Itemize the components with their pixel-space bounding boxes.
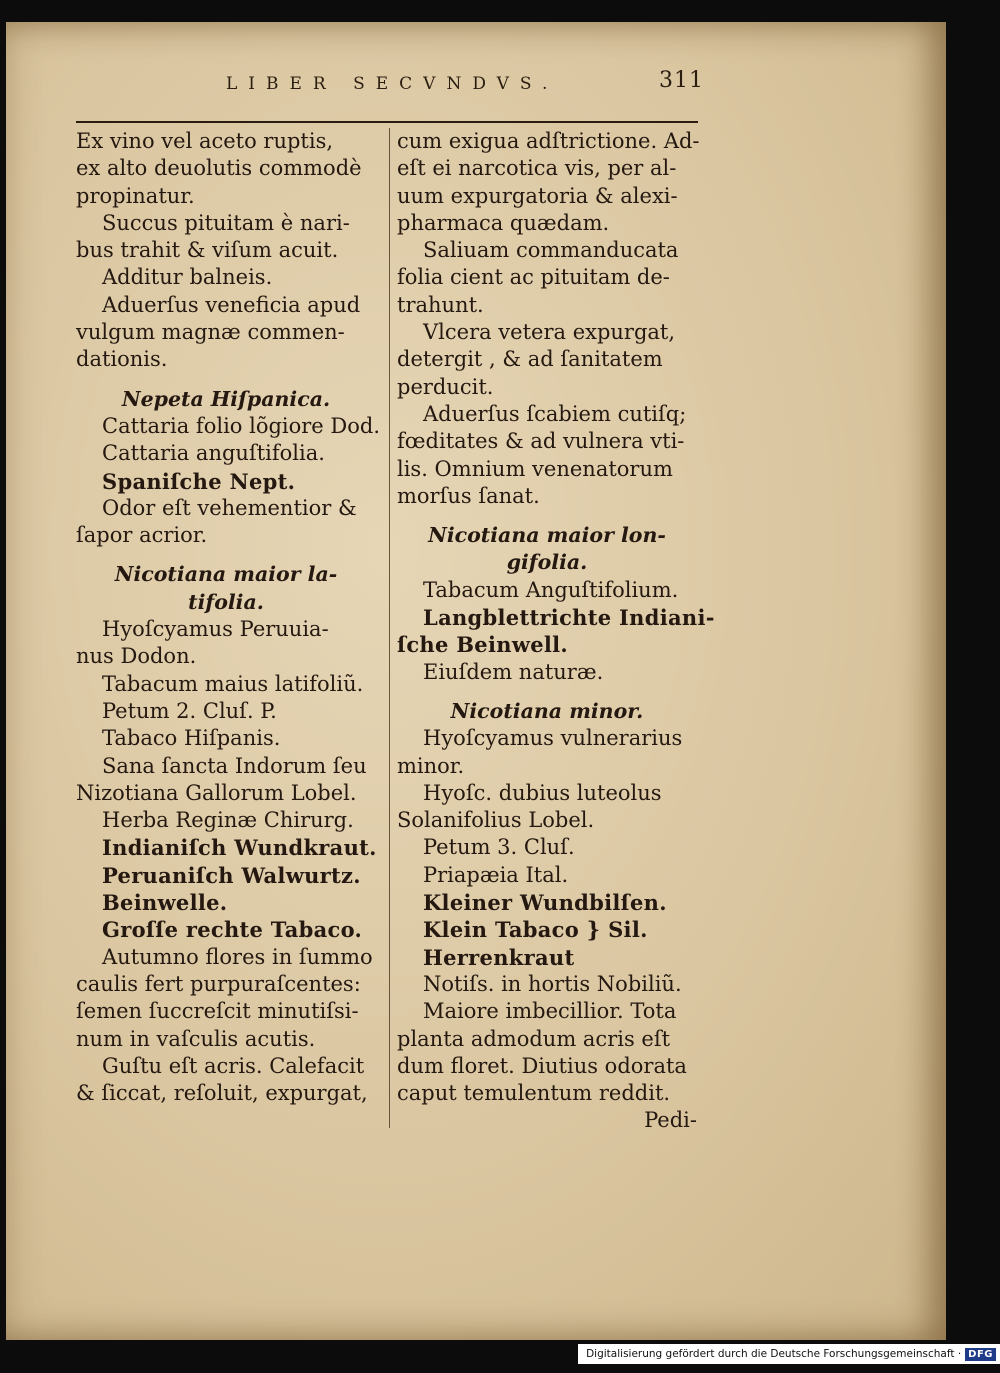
scan-credit-text: Digitalisierung gefördert durch die Deutsche Forschungsgemeinschaft · xyxy=(586,1348,962,1360)
text-line: Notiſs. in hortis Nobiliũ. xyxy=(423,971,682,996)
text-line: Additur balneis. xyxy=(102,265,273,290)
text-line: caulis fert purpuraſcentes: xyxy=(76,971,361,996)
text-line: Priapæia Ital. xyxy=(423,862,569,887)
text-line: minor. xyxy=(397,753,465,778)
text-line: Nicotiana maior lon- xyxy=(428,523,666,548)
text-line: trahunt. xyxy=(397,292,484,317)
text-line: Succus pituitam è nari- xyxy=(102,210,350,235)
text-line: Langblettrichte Indiani- xyxy=(423,605,715,631)
text-line: propinatur. xyxy=(76,183,195,208)
text-line: Hyoſcyamus Peruuia- xyxy=(102,617,329,642)
text-line: Tabacum maius latifoliũ. xyxy=(102,671,364,696)
text-line: Cattaria anguſtifolia. xyxy=(102,441,325,466)
column-divider xyxy=(389,128,390,1128)
text-line: Kleiner Wundbilſen. xyxy=(423,890,667,916)
text-line: Cattaria folio lõgiore Dod. xyxy=(102,413,381,438)
text-line: Tabaco Hiſpanis. xyxy=(102,726,281,751)
text-line: Solanifolius Lobel. xyxy=(397,808,595,833)
header-title: LIBER SECVNDVS. xyxy=(226,74,559,94)
text-line: Hyoſc. dubius luteolus xyxy=(423,780,662,805)
text-line: Ex vino vel aceto ruptis, xyxy=(76,129,334,153)
text-line: ſche Beinwell. xyxy=(397,632,569,658)
text-line: Hyoſcyamus vulnerarius xyxy=(423,726,683,751)
text-line: Tabacum Anguſtifolium. xyxy=(423,577,679,602)
text-line: Nicotiana maior la- xyxy=(114,562,338,587)
text-line: pharmaca quædam. xyxy=(397,210,610,235)
text-line: Klein Tabaco } Sil. xyxy=(423,917,648,943)
text-line: Odor eſt vehementior & xyxy=(102,495,357,520)
text-line: & ſiccat, reſoluit, expurgat, xyxy=(76,1081,368,1106)
text-line: Vlcera vetera expurgat, xyxy=(423,320,676,345)
text-line: bus trahit & viſum acuit. xyxy=(76,238,339,263)
text-line: num in vaſculis acutis. xyxy=(76,1026,316,1051)
text-line: caput temulentum reddit. xyxy=(397,1081,671,1106)
text-line: folia cient ac pituitam de- xyxy=(397,265,670,290)
text-line: ex alto deuolutis commodè xyxy=(76,156,362,181)
dfg-logo: DFG xyxy=(965,1348,996,1361)
text-line: ſemen ſuccreſcit minutiſsi- xyxy=(76,999,359,1024)
text-line: Spaniſche Nept. xyxy=(102,468,296,494)
text-line: Herrenkraut xyxy=(423,944,575,970)
text-line: Beinwelle. xyxy=(102,890,228,916)
text-line: ſapor acrior. xyxy=(76,523,208,548)
left-column xyxy=(76,128,381,1107)
text-line: Pedi- xyxy=(644,1108,697,1133)
scan-credit-bar xyxy=(578,1344,1000,1364)
text-line: tifolia. xyxy=(188,589,264,614)
text-line: fœditates & ad vulnera vti- xyxy=(397,429,685,454)
text-line: Saliuam commanducata xyxy=(423,238,679,263)
page-number: 311 xyxy=(659,68,704,93)
text-line: Autumno flores in ſummo xyxy=(102,944,373,969)
text-line: detergit , & ad ſanitatem xyxy=(397,347,663,372)
text-line: planta admodum acris eſt xyxy=(397,1026,671,1051)
text-line: Nepeta Hiſpanica. xyxy=(121,386,331,411)
text-line: Indianiſch Wundkraut. xyxy=(102,835,377,861)
text-line: Petum 2. Cluſ. P. xyxy=(102,698,277,723)
text-line: gifolia. xyxy=(506,550,588,575)
text-line: eſt ei narcotica vis, per al- xyxy=(397,156,677,181)
text-line: cum exigua adſtrictione. Ad- xyxy=(397,129,700,153)
right-column xyxy=(397,128,715,1135)
text-line: uum expurgatoria & alexi- xyxy=(397,183,678,208)
text-line: vulgum magnæ commen- xyxy=(76,320,345,345)
text-line: lis. Omnium venenatorum xyxy=(397,456,673,481)
text-line: Herba Reginæ Chirurg. xyxy=(102,808,354,833)
text-line: Sana ſancta Indorum ſeu xyxy=(102,753,367,778)
text-line: Groſſe rechte Tabaco. xyxy=(102,917,363,943)
text-line: Aduerſus ſcabiem cutiſq; xyxy=(423,401,687,426)
header-rule xyxy=(76,121,698,123)
text-line: morſus ſanat. xyxy=(397,483,540,508)
text-line: Guſtu eſt acris. Calefacit xyxy=(102,1053,365,1078)
text-line: nus Dodon. xyxy=(76,644,197,669)
text-line: perducit. xyxy=(397,374,494,399)
text-line: Nizotiana Gallorum Lobel. xyxy=(76,780,357,805)
text-line: Petum 3. Cluſ. xyxy=(423,835,575,860)
text-line: Nicotiana minor. xyxy=(450,698,644,723)
text-line: Maiore imbecillior. Tota xyxy=(423,999,677,1024)
text-line: Eiuſdem naturæ. xyxy=(423,659,604,684)
running-header xyxy=(60,64,704,104)
text-line: dationis. xyxy=(76,347,168,372)
text-line: Aduerſus veneficia apud xyxy=(102,292,361,317)
text-line: dum floret. Diutius odorata xyxy=(397,1053,687,1078)
text-line: Peruaniſch Walwurtz. xyxy=(102,862,361,888)
